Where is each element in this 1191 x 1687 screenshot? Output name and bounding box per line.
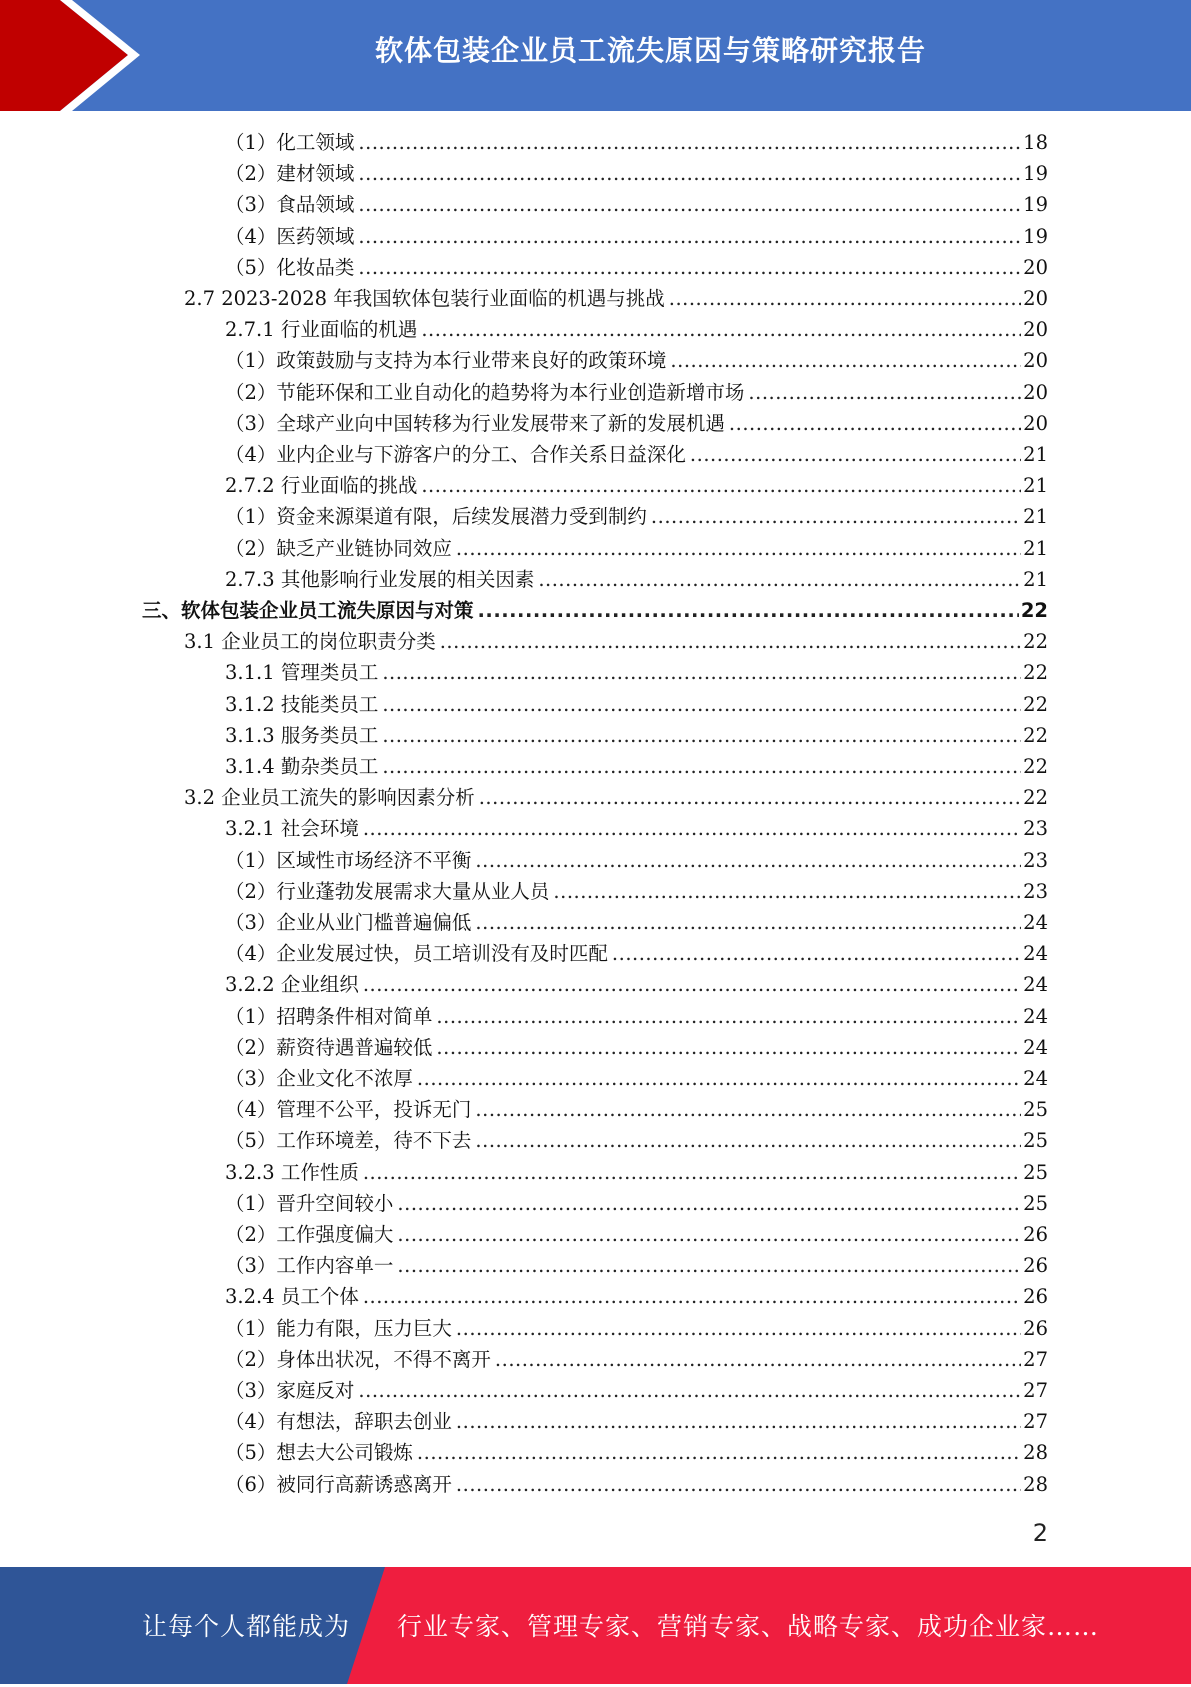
toc-dot-leader [358,158,1021,189]
toc-entry-title: 3.2.4 员工个体 [225,1285,359,1309]
toc-entry-page: 23 [1023,848,1048,872]
toc-entry[interactable] [225,751,1048,782]
toc-dot-leader [358,252,1021,283]
toc-entry[interactable] [225,377,1048,408]
toc-entry-title: （1）能力有限，压力巨大 [225,1316,452,1340]
toc-dot-leader [397,1250,1021,1281]
toc-entry[interactable] [225,845,1048,876]
toc-entry-page: 26 [1023,1254,1048,1278]
toc-entry-page: 26 [1023,1316,1048,1340]
toc-entry-page: 21 [1023,474,1048,498]
toc-dot-leader [456,1313,1021,1344]
toc-entry-title: （3）工作内容单一 [225,1254,394,1278]
toc-dot-leader [421,470,1021,501]
toc-entry-page: 22 [1020,599,1048,622]
toc-entry-page: 20 [1023,349,1048,373]
toc-entry-title: （3）企业文化不浓厚 [225,1067,413,1090]
footer-slogan-left: 让每个人都能成为 [142,1612,351,1641]
toc-entry-title: （2）行业蓬勃发展需求大量从业人员 [225,879,550,903]
toc-entry-title: 3.2.3 工作性质 [225,1160,359,1184]
toc-entry[interactable] [225,657,1048,688]
toc-dot-leader [475,907,1021,938]
toc-entry[interactable] [225,252,1048,283]
toc-entry-page: 21 [1023,443,1048,466]
toc-entry-page: 19 [1023,193,1048,217]
toc-entry-page: 21 [1023,505,1048,529]
toc-dot-leader [363,1157,1021,1188]
toc-entry-page: 23 [1023,817,1048,841]
toc-dot-leader [651,501,1021,532]
toc-entry-page: 28 [1023,1441,1048,1465]
toc-entry-page: 20 [1023,255,1048,279]
toc-entry-page: 22 [1023,755,1048,778]
toc-entry-page: 20 [1023,287,1048,310]
toc-entry[interactable] [225,345,1048,376]
toc-dot-leader [690,439,1021,470]
toc-entry-title: （4）管理不公平，投诉无门 [225,1098,472,1122]
toc-entry[interactable] [225,158,1048,189]
toc-entry-title: （3）全球产业向中国转移为行业发展带来了新的发展机遇 [225,411,725,435]
toc-dot-leader [553,876,1021,907]
toc-entry[interactable] [184,782,1048,813]
toc-entry[interactable] [225,564,1048,595]
toc-dot-leader [748,377,1021,408]
toc-entry-page: 18 [1023,131,1048,154]
toc-entry-title: （4）企业发展过快，员工培训没有及时匹配 [225,942,608,966]
toc-dot-leader [729,408,1021,439]
toc-entry-title: （2）工作强度偏大 [225,1223,394,1246]
toc-entry-title: 3.1.1 管理类员工 [225,661,379,685]
toc-entry[interactable] [142,595,1048,626]
toc-entry[interactable] [225,969,1048,1000]
toc-dot-leader [358,189,1021,220]
toc-entry-page: 23 [1023,879,1048,903]
toc-entry-page: 24 [1023,911,1048,934]
toc-entry[interactable] [184,626,1048,657]
toc-dot-leader [436,1032,1021,1063]
toc-entry-page: 19 [1023,224,1048,248]
toc-dot-leader [358,221,1021,252]
toc-entry-page: 22 [1023,661,1048,685]
toc-dot-leader [479,782,1021,813]
toc-entry-page: 22 [1023,630,1048,654]
toc-dot-leader [382,657,1021,688]
toc-dot-leader [358,127,1021,158]
header-arrow-decoration [0,0,160,111]
toc-entry[interactable] [225,1250,1048,1281]
toc-entry[interactable] [225,1001,1048,1032]
toc-entry[interactable] [225,1032,1048,1063]
toc-dot-leader [456,1406,1021,1437]
toc-entry-title: （3）食品领域 [225,193,355,217]
toc-entry[interactable] [225,1125,1048,1156]
page-header [0,0,1191,111]
toc-entry-title: （5）想去大公司锻炼 [225,1441,413,1465]
toc-dot-leader [417,1063,1021,1094]
toc-dot-leader [670,345,1021,376]
toc-entry-title: （3）企业从业门槛普遍偏低 [225,911,472,934]
toc-entry[interactable] [225,1157,1048,1188]
toc-dot-leader [475,845,1021,876]
toc-entry[interactable] [225,813,1048,844]
toc-entry-title: （4）业内企业与下游客户的分工、合作关系日益深化 [225,443,686,466]
toc-entry-title: （1）晋升空间较小 [225,1191,394,1215]
toc-entry-page: 25 [1023,1160,1048,1184]
toc-entry-title: （1）化工领域 [225,131,355,154]
toc-entry[interactable] [225,1406,1048,1437]
toc-dot-leader [382,720,1021,751]
toc-entry-page: 19 [1023,162,1048,186]
toc-entry[interactable] [225,1469,1048,1500]
toc-entry[interactable] [225,689,1048,720]
toc-entry-title: 2.7 2023-2028 年我国软体包装行业面临的机遇与挑战 [184,287,665,310]
toc-dot-leader [475,1125,1021,1156]
toc-entry-page: 24 [1023,942,1048,966]
toc-entry-title: （2）建材领域 [225,162,355,186]
toc-entry-title: 三、软体包装企业员工流失原因与对策 [142,599,474,622]
toc-entry-page: 24 [1023,1035,1048,1059]
toc-entry-title: （1）区域性市场经济不平衡 [225,848,472,872]
toc-entry-title: （1）资金来源渠道有限，后续发展潜力受到制约 [225,505,647,529]
toc-entry-title: 3.1 企业员工的岗位职责分类 [184,630,436,654]
toc-dot-leader [538,564,1021,595]
toc-entry[interactable] [225,1281,1048,1312]
toc-entry[interactable] [225,1437,1048,1468]
toc-dot-leader [478,595,1019,626]
toc-entry-title: （2）节能环保和工业自动化的趋势将为本行业创造新增市场 [225,380,745,404]
toc-dot-leader [397,1219,1021,1250]
toc-entry[interactable] [225,439,1048,470]
toc-entry-title: （2）身体出状况，不得不离开 [225,1347,491,1371]
toc-entry-title: （4）医药领域 [225,224,355,248]
toc-entry-page: 22 [1023,723,1048,747]
toc-entry[interactable] [225,1375,1048,1406]
toc-entry-title: 3.2.2 企业组织 [225,973,359,997]
toc-entry[interactable] [225,720,1048,751]
toc-entry-page: 28 [1023,1472,1048,1496]
toc-dot-leader [363,1281,1021,1312]
toc-entry-title: （6）被同行高薪诱惑离开 [225,1472,452,1496]
toc-entry-title: （5）工作环境差，待不下去 [225,1129,472,1153]
page-footer [0,1567,1191,1684]
toc-entry[interactable] [225,408,1048,439]
toc-entry[interactable] [225,907,1048,938]
toc-entry[interactable] [225,938,1048,969]
toc-entry-page: 27 [1023,1347,1048,1371]
page-number: 2 [1032,1519,1048,1547]
toc-entry-title: （2）缺乏产业链协同效应 [225,536,452,560]
toc-entry-title: （4）有想法，辞职去创业 [225,1410,452,1434]
toc-entry[interactable] [225,1094,1048,1125]
toc-entry-page: 20 [1023,411,1048,435]
toc-dot-leader [495,1344,1021,1375]
toc-entry[interactable] [184,283,1048,314]
toc-entry-page: 20 [1023,318,1048,342]
toc-entry[interactable] [225,189,1048,220]
toc-dot-leader [456,1469,1021,1500]
toc-dot-leader [382,689,1021,720]
toc-entry-page: 27 [1023,1410,1048,1434]
toc-entry[interactable] [225,127,1048,158]
toc-entry[interactable] [225,1344,1048,1375]
toc-entry[interactable] [225,221,1048,252]
toc-entry-page: 24 [1023,973,1048,997]
toc-dot-leader [382,751,1021,782]
toc-entry-page: 25 [1023,1191,1048,1215]
toc-entry-title: 3.1.3 服务类员工 [225,723,379,747]
toc-entry-title: （1）招聘条件相对简单 [225,1004,433,1028]
toc-entry-page: 27 [1023,1379,1048,1402]
toc-entry-page: 24 [1023,1067,1048,1090]
toc-entry[interactable] [225,1313,1048,1344]
toc-entry[interactable] [225,501,1048,532]
toc-entry[interactable] [225,314,1048,345]
toc-entry[interactable] [225,876,1048,907]
toc-entry-title: （2）薪资待遇普遍较低 [225,1035,433,1059]
document-title: 软体包装企业员工流失原因与策略研究报告 [374,34,926,67]
toc-entry-title: （1）政策鼓励与支持为本行业带来良好的政策环境 [225,349,667,373]
toc-entry-page: 22 [1023,692,1048,716]
toc-dot-leader [669,283,1021,314]
toc-entry[interactable] [225,1063,1048,1094]
toc-dot-leader [397,1188,1021,1219]
toc-dot-leader [612,938,1021,969]
toc-entry-title: 3.2.1 社会环境 [225,817,359,841]
toc-entry[interactable] [225,470,1048,501]
toc-entry[interactable] [225,533,1048,564]
toc-entry-title: 3.2 企业员工流失的影响因素分析 [184,786,475,810]
toc-entry-page: 21 [1023,567,1048,591]
toc-dot-leader [358,1375,1021,1406]
toc-entry-page: 20 [1023,380,1048,404]
toc-entry-page: 26 [1023,1285,1048,1309]
toc-dot-leader [456,533,1021,564]
toc-dot-leader [436,1001,1021,1032]
toc-dot-leader [363,969,1021,1000]
toc-entry-page: 21 [1023,536,1048,560]
toc-entry-title: （3）家庭反对 [225,1379,355,1402]
toc-entry-page: 25 [1023,1129,1048,1153]
toc-entry-title: 2.7.2 行业面临的挑战 [225,474,418,498]
toc-dot-leader [421,314,1021,345]
toc-entry-page: 26 [1023,1223,1048,1246]
toc-entry-title: （5）化妆品类 [225,255,355,279]
toc-entry-page: 22 [1023,786,1048,810]
toc-entry-title: 2.7.1 行业面临的机遇 [225,318,418,342]
toc-entry-title: 3.1.4 勤杂类员工 [225,755,379,778]
toc-dot-leader [417,1437,1021,1468]
toc-entry-title: 2.7.3 其他影响行业发展的相关因素 [225,567,535,591]
toc-entry-page: 24 [1023,1004,1048,1028]
toc-entry[interactable] [225,1219,1048,1250]
toc-entry-title: 3.1.2 技能类员工 [225,692,379,716]
toc-dot-leader [440,626,1021,657]
toc-entry[interactable] [225,1188,1048,1219]
footer-slogan-right: 行业专家、管理专家、营销专家、战略专家、成功企业家…… [397,1612,1100,1641]
toc-dot-leader [363,813,1021,844]
toc-dot-leader [475,1094,1021,1125]
toc-entry-page: 25 [1023,1098,1048,1122]
